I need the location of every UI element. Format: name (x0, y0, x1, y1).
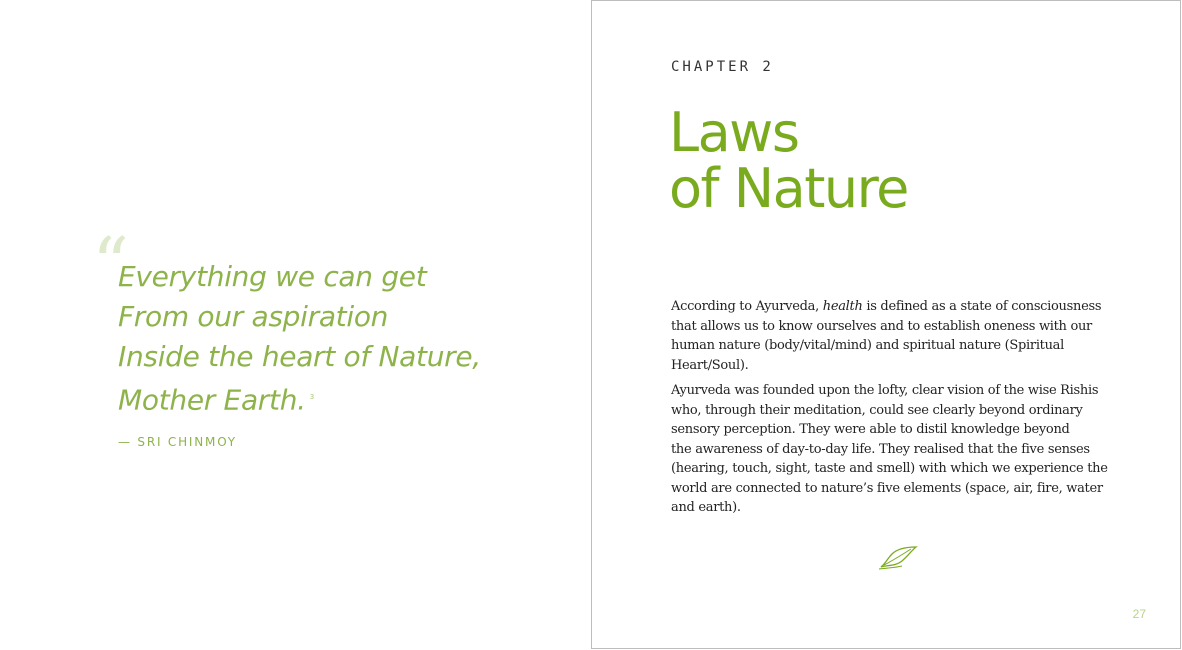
open-quote-mark: “ (92, 222, 129, 306)
paragraph-2-line-5: (hearing, touch, sight, taste and smell) with which we experience the (671, 461, 1108, 476)
paragraph-2-line-3: sensory perception. They were able to distil knowledge beyond (671, 422, 1070, 437)
quote-line-4 (118, 377, 558, 420)
paragraph-2-line-7: and earth). (671, 500, 741, 515)
chapter-title-line-1: Laws (669, 101, 799, 164)
quote-line-2: From our aspiration (118, 300, 389, 333)
right-page (591, 0, 1181, 649)
text-run: According to Ayurveda, (671, 299, 823, 314)
footnote-ref: 3 (309, 393, 314, 401)
quote-attribution: — SRI CHINMOY (118, 435, 237, 449)
chapter-title (669, 101, 908, 220)
quote-line-3: Inside the heart of Nature, (118, 340, 481, 373)
paragraph-1 (671, 297, 1131, 375)
paragraph-1-line-2: that allows us to know ourselves and to establish oneness with our (671, 318, 1092, 334)
paragraph-1-line-4: Heart/Soul). (671, 357, 749, 373)
quote-line-1: Everything we can get (118, 260, 427, 293)
paragraph-2-line-6: world are connected to nature’s five elements (space, air, fire, water (671, 480, 1103, 496)
page-number: 27 (1132, 607, 1146, 621)
paragraph-2-line-2: who, through their meditation, could see clearly beyond ordinary (671, 402, 1083, 418)
paragraph-1-line-1 (671, 297, 1131, 317)
chapter-label: CHAPTER 2 (671, 59, 774, 75)
epigraph-quote (118, 257, 558, 420)
body-text (671, 297, 1131, 524)
leaf-icon (878, 545, 918, 571)
paragraph-2 (671, 381, 1131, 518)
chapter-title-line-2: of Nature (669, 157, 908, 220)
emphasis-health: health (822, 299, 863, 314)
paragraph-2-line-1: Ayurveda was founded upon the lofty, clear vision of the wise Rishis (671, 383, 1099, 398)
quote-line-4-text: Mother Earth. (118, 383, 306, 417)
text-run: is defined as a state of consciousness (862, 299, 1102, 314)
paragraph-2-line-4: the awareness of day-to-day life. They realised that the five senses (671, 441, 1090, 457)
paragraph-1-line-3: human nature (body/vital/mind) and spiritual nature (Spiritual (671, 338, 1064, 353)
